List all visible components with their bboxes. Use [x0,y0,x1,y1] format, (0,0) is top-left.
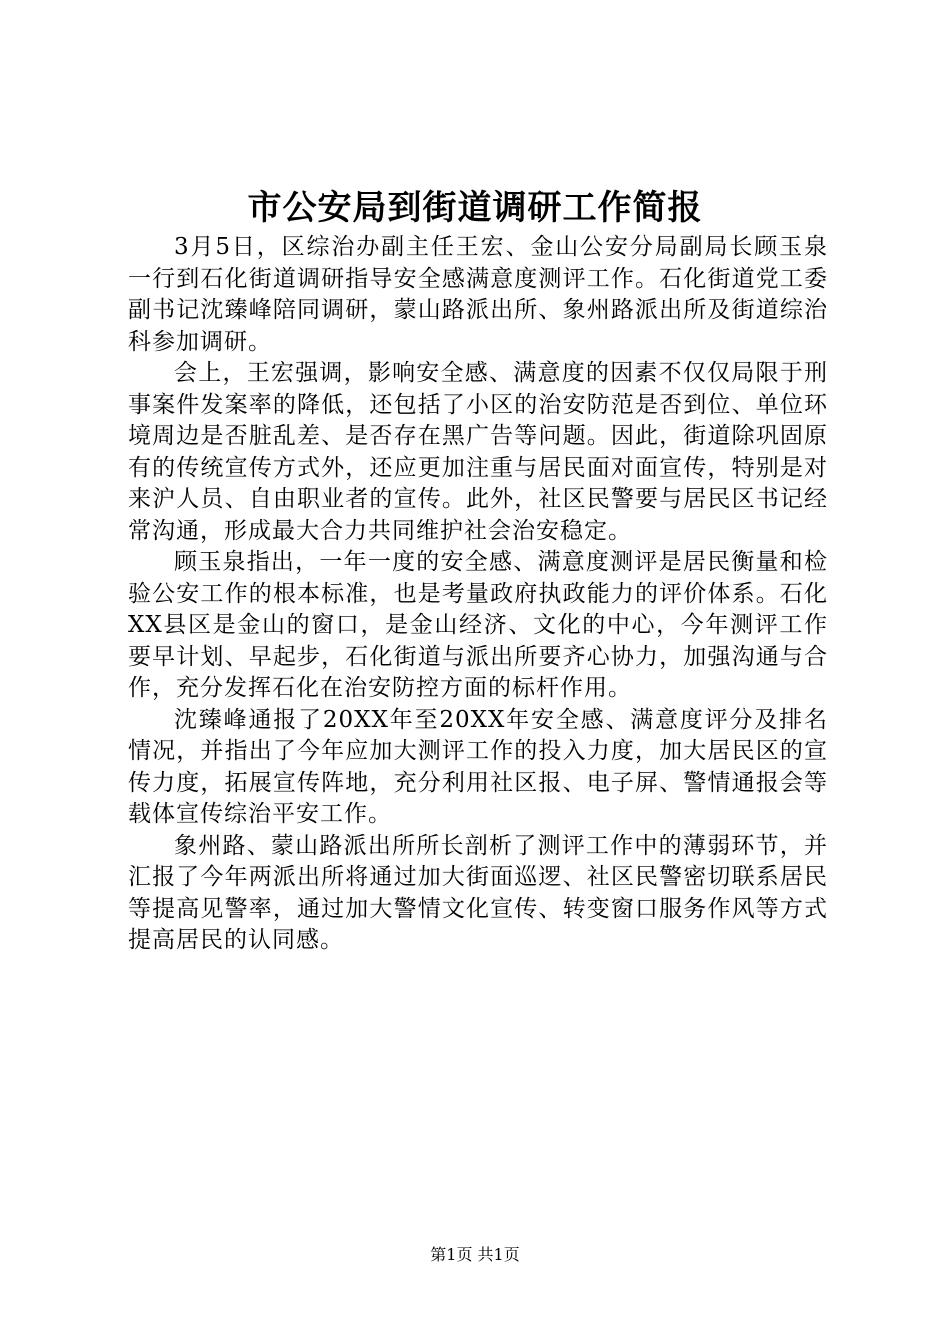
paragraph-1: 3月5日，区综治办副主任王宏、金山公安分局副局长顾玉泉一行到石化街道调研指导安全感满意度测评工作。石化街道党工委副书记沈臻峰陪同调研，蒙山路派出所、象州路派出所及街道综治科参加调研。 [128,234,828,355]
page-footer: 第1页 共1页 [430,1245,520,1264]
document-body [128,232,828,957]
paragraph-5: 象州路、蒙山路派出所所长剖析了测评工作中的薄弱环节，并汇报了今年两派出所将通过加大街面巡逻、社区民警密切联系居民等提高见警率，通过加大警情文化宣传、转变窗口服务作风等方式提高居民的认同感。 [128,832,828,953]
paragraph-3: 顾玉泉指出，一年一度的安全感、满意度测评是居民衡量和检验公安工作的根本标准，也是考量政府执政能力的评价体系。石化XX县区是金山的窗口，是金山经济、文化的中心，今年测评工作要早计划、早起步，石化街道与派出所要齐心协力，加强沟通与合作，充分发挥石化在治安防控方面的标杆作用。 [128,549,828,701]
paragraph-4: 沈臻峰通报了20XX年至20XX年安全感、满意度评分及排名情况，并指出了今年应加大测评工作的投入力度，加大居民区的宣传力度，拓展宣传阵地，充分利用社区报、电子屏、警情通报会等载体宣传综治平安工作。 [128,706,828,827]
paragraph-2: 会上，王宏强调，影响安全感、满意度的因素不仅仅局限于刑事案件发案率的降低，还包括了小区的治安防范是否到位、单位环境周边是否脏乱差、是否存在黑广告等问题。因此，街道除巩固原有的传统宣传方式外，还应更加注重与居民面对面宣传，特别是对来沪人员、自由职业者的宣传。此外，社区民警要与居民区书记经常沟通，形成最大合力共同维护社会治安稳定。 [128,360,828,544]
document-title: 市公安局到街道调研工作简报 [247,188,703,228]
